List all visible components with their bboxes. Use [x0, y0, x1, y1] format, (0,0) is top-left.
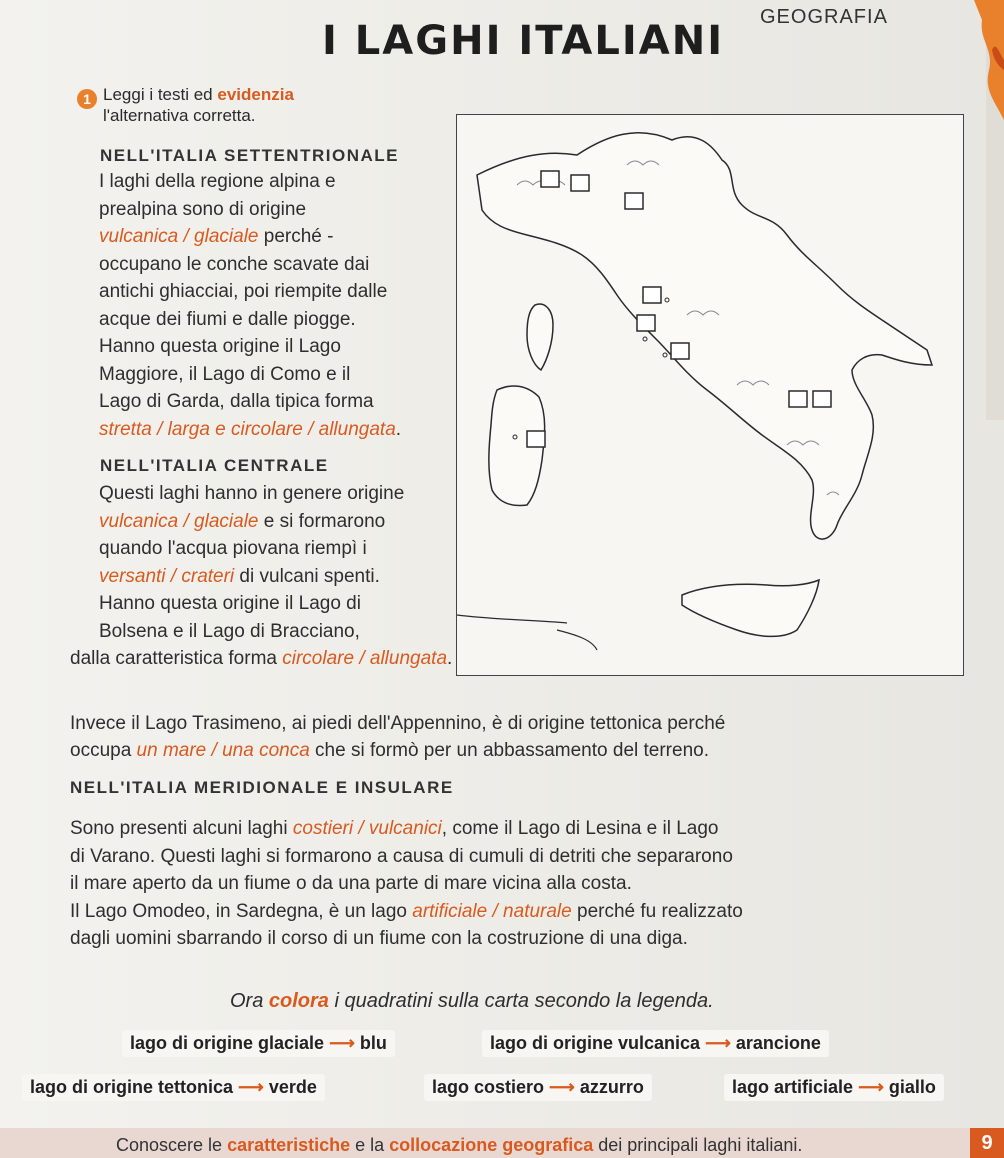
answer-choice-nature[interactable]: artificiale / naturale: [412, 900, 572, 922]
instruction-text: Leggi i testi ed: [103, 85, 218, 104]
answer-choice-basin[interactable]: un mare / una conca: [136, 740, 310, 761]
paragraph-north: [99, 168, 401, 443]
text-line: Questi laghi hanno in genere origine: [99, 483, 405, 504]
text-line: [70, 645, 452, 673]
legend-label: lago artificiale: [732, 1077, 854, 1097]
legend-item-tectonic: [22, 1074, 325, 1101]
text-line: Maggiore, il Lago di Como e il: [99, 363, 351, 385]
text-line: [70, 737, 709, 765]
legend-color: verde: [268, 1077, 317, 1097]
lake-square-varano[interactable]: [813, 391, 831, 407]
lake-square-garda[interactable]: [625, 193, 643, 209]
exercise-number-badge: 1: [77, 89, 97, 109]
legend-color: azzurro: [579, 1077, 644, 1097]
text-line: Invece il Lago Trasimeno, ai piedi dell'Appennino, è di origine tettonica perché: [70, 713, 726, 734]
text-line: quando l'acqua piovana riempì i: [99, 538, 367, 559]
section-heading-north: NELL'ITALIA SETTENTRIONALE: [100, 146, 399, 165]
text-line: I laghi della regione alpina e: [99, 171, 336, 192]
legend-color: blu: [359, 1033, 387, 1053]
arrow-right-icon: ⟶: [858, 1077, 884, 1097]
paragraph-south: [70, 815, 743, 953]
text-line: [99, 416, 401, 444]
text-fragment: , come il Lago di Lesina e il Lago: [441, 818, 719, 839]
answer-choice-origin[interactable]: vulcanica / glaciale: [99, 226, 259, 247]
legend-label: lago costiero: [432, 1077, 545, 1097]
answer-choice-location[interactable]: versanti / crateri: [99, 565, 235, 587]
italy-map: [456, 114, 964, 676]
text-fragment: Ora: [230, 990, 269, 1012]
lake-square-trasimeno[interactable]: [643, 287, 661, 303]
text-fragment: che si formò per un abbassamento del terreno.: [309, 740, 709, 761]
footer-keyword: collocazione geografica: [389, 1135, 594, 1155]
text-line: [70, 898, 743, 926]
text-fragment: e la: [350, 1135, 390, 1155]
lake-square-bolsena[interactable]: [637, 315, 655, 331]
text-fragment: Il Lago Omodeo, in Sardegna, è un lago: [70, 900, 413, 922]
paragraph-center: [99, 480, 404, 645]
text-line: acque dei fiumi e dalle piogge.: [99, 308, 356, 330]
page-number: 9: [970, 1128, 1004, 1158]
text-line: Bolsena e il Lago di Bracciano,: [99, 620, 360, 642]
text-line: antichi ghiacciai, poi riempite dalle: [99, 281, 388, 302]
legend-item-artificial: [724, 1074, 944, 1101]
text-line: [70, 815, 743, 843]
legend-item-coastal: [424, 1074, 652, 1101]
subject-label: GEOGRAFIA: [760, 6, 888, 28]
map-outline-sicily: [682, 580, 819, 636]
map-outline-corsica: [527, 304, 553, 370]
text-fragment: di vulcani spenti.: [234, 565, 380, 587]
section-heading-south: NELL'ITALIA MERIDIONALE E INSULARE: [70, 778, 454, 797]
legend-item-glacial: [122, 1030, 395, 1057]
text-fragment: Sono presenti alcuni laghi: [70, 818, 293, 839]
text-line: [99, 563, 404, 591]
text-fragment: dalla caratteristica forma: [70, 648, 283, 669]
footer-keyword: caratteristiche: [227, 1135, 351, 1155]
text-fragment: i quadratini sulla carta secondo la legenda.: [328, 990, 714, 1012]
legend-label: lago di origine vulcanica: [490, 1033, 701, 1053]
page-title: I LAGHI ITALIANI: [322, 18, 725, 64]
text-line: prealpina sono di origine: [99, 198, 307, 220]
text-fragment: perché -: [258, 226, 334, 247]
footer-objective: [116, 1135, 802, 1156]
text-fragment: .: [395, 418, 402, 440]
legend-color: giallo: [888, 1077, 936, 1097]
legend-label: lago di origine glaciale: [130, 1033, 325, 1053]
text-line: il mare aperto da un fiume o da una parte di mare vicina alla costa.: [70, 873, 632, 894]
text-line: Hanno questa origine il Lago di: [99, 593, 361, 614]
section-heading-center: NELL'ITALIA CENTRALE: [100, 456, 329, 475]
exercise-instruction: [103, 84, 353, 126]
lake-dot: [643, 337, 647, 341]
italy-map-drawing: [457, 115, 963, 675]
arrow-right-icon: ⟶: [705, 1033, 731, 1053]
legend-color: arancione: [735, 1033, 821, 1053]
lake-dot: [663, 353, 667, 357]
lake-square-bracciano[interactable]: [671, 343, 689, 359]
text-line: [99, 508, 404, 536]
text-line: Lago di Garda, dalla tipica forma: [99, 391, 374, 412]
text-fragment: Conoscere le: [116, 1135, 228, 1155]
lake-square-como[interactable]: [571, 175, 589, 191]
lake-square-lesina[interactable]: [789, 391, 807, 407]
lake-square-omodeo[interactable]: [527, 431, 545, 447]
answer-choice-shape[interactable]: circolare / allungata: [282, 648, 448, 669]
answer-choice-type[interactable]: costieri / vulcanici: [292, 818, 442, 839]
answer-choice-origin[interactable]: vulcanica / glaciale: [99, 510, 259, 532]
arrow-right-icon: ⟶: [549, 1077, 575, 1097]
lake-square-maggiore[interactable]: [541, 171, 559, 187]
instruction-keyword: evidenzia: [217, 85, 294, 104]
arrow-right-icon: ⟶: [238, 1077, 264, 1097]
legend-item-volcanic: [482, 1030, 829, 1057]
text-fragment: dei principali laghi italiani.: [593, 1135, 803, 1155]
text-line: Hanno questa origine il Lago: [99, 336, 341, 357]
arrow-right-icon: ⟶: [329, 1033, 355, 1053]
instruction-text-end: l'alternativa corretta.: [103, 106, 256, 125]
answer-choice-shape[interactable]: stretta / larga e circolare / allungata: [99, 418, 396, 440]
color-task-instruction: [230, 990, 714, 1013]
text-line: dagli uomini sbarrando il corso di un fiume con la costruzione di una diga.: [70, 928, 688, 949]
legend-label: lago di origine tettonica: [30, 1077, 234, 1097]
text-fragment: occupa: [70, 740, 137, 761]
text-fragment: .: [447, 648, 453, 669]
instruction-keyword: colora: [268, 990, 329, 1012]
text-line: di Varano. Questi laghi si formarono a causa di cumuli di detriti che separarono: [70, 845, 733, 867]
text-line: occupano le conche scavate dai: [99, 253, 370, 275]
text-fragment: perché fu realizzato: [571, 900, 743, 922]
text-fragment: e si formarono: [258, 510, 386, 532]
text-line: [99, 223, 401, 251]
